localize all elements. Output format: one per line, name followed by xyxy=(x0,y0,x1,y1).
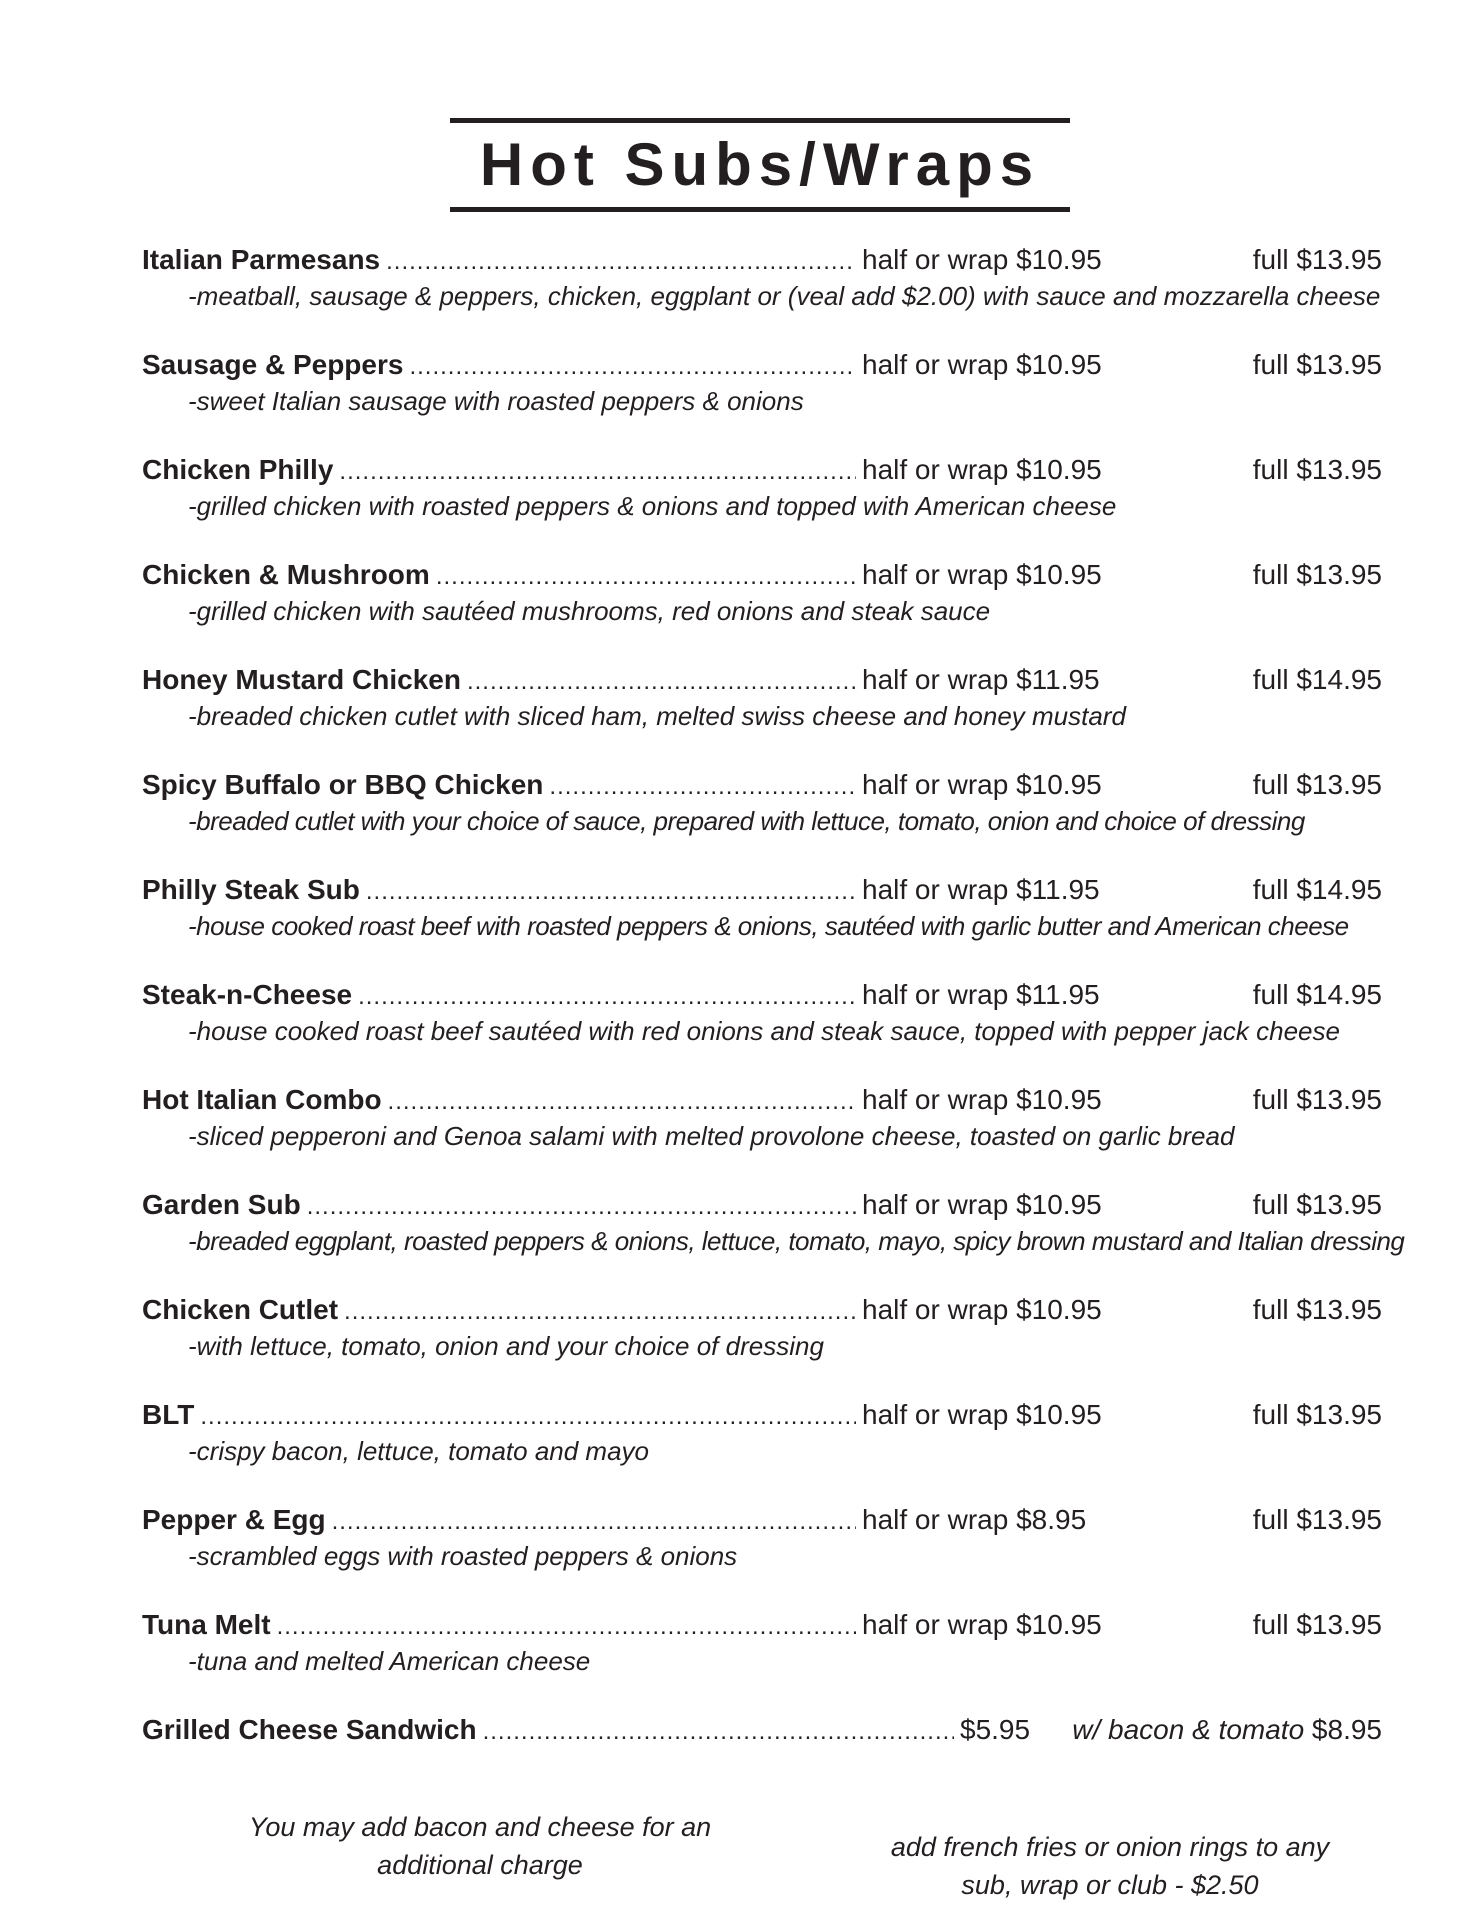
dot-leader xyxy=(467,662,856,702)
item-name: Philly Steak Sub xyxy=(142,874,360,905)
item-half-price: half or wrap $11.95 xyxy=(862,979,1100,1010)
item-name: Honey Mustard Chicken xyxy=(142,664,461,695)
title-bottom-rule xyxy=(450,207,1070,212)
item-half-price: half or wrap $10.95 xyxy=(862,1399,1102,1430)
item-half-price: half or wrap $10.95 xyxy=(862,1294,1102,1325)
item-name: Chicken & Mushroom xyxy=(142,559,430,590)
item-name: Pepper & Egg xyxy=(142,1504,326,1535)
item-name: Sausage & Peppers xyxy=(142,349,404,380)
menu-item xyxy=(142,1185,1405,1290)
menu-item xyxy=(142,975,1382,1080)
menu-item xyxy=(142,345,1382,450)
item-name: Tuna Melt xyxy=(142,1609,271,1640)
item-name: Garden Sub xyxy=(142,1189,301,1220)
menu-item xyxy=(142,1605,1382,1710)
item-full-price: full $13.95 xyxy=(1252,244,1382,275)
menu-item xyxy=(142,765,1382,870)
item-description: -crispy bacon, lettuce, tomato and mayo xyxy=(188,1436,650,1466)
item-half-price: half or wrap $10.95 xyxy=(862,244,1102,275)
dot-leader xyxy=(332,1502,856,1542)
dot-leader xyxy=(344,1292,856,1332)
item-full-price: full $13.95 xyxy=(1252,454,1382,485)
item-half-price: half or wrap $10.95 xyxy=(862,1609,1102,1640)
note-line: additional charge xyxy=(377,1850,583,1880)
item-name: Steak-n-Cheese xyxy=(142,979,353,1010)
note-line: add french fries or onion rings to any xyxy=(890,1832,1330,1862)
item-full-price: full $13.95 xyxy=(1252,1294,1382,1325)
item-half-price: half or wrap $8.95 xyxy=(862,1504,1087,1535)
item-name: Chicken Philly xyxy=(142,454,334,485)
item-description: -sweet Italian sausage with roasted peppers & onions xyxy=(188,386,804,416)
item-full-price: full $13.95 xyxy=(1252,349,1382,380)
item-full-price: full $13.95 xyxy=(1252,1084,1382,1115)
title-top-rule xyxy=(450,118,1070,123)
item-description: -breaded cutlet with your choice of sauce, prepared with lettuce, tomato, onion and choice of dressing xyxy=(188,806,1305,836)
item-description: -grilled chicken with roasted peppers & onions and topped with American cheese xyxy=(188,491,1117,521)
dot-leader xyxy=(386,242,856,282)
menu-item xyxy=(142,1080,1382,1185)
item-full-price: full $13.95 xyxy=(1252,769,1382,800)
menu-item xyxy=(142,660,1382,765)
item-name: Italian Parmesans xyxy=(142,244,381,275)
item-description: -meatball, sausage & peppers, chicken, eggplant or (veal add $2.00) with sauce and mozzarella cheese xyxy=(188,281,1381,311)
item-description: -sliced pepperoni and Genoa salami with melted provolone cheese, toasted on garlic bread xyxy=(188,1121,1235,1151)
item-full-price: full $13.95 xyxy=(1252,1504,1382,1535)
item-option-price xyxy=(1042,1710,1382,1750)
note-line: You may add bacon and cheese for an xyxy=(248,1812,712,1842)
item-description: -house cooked roast beef sautéed with red onions and steak sauce, topped with pepper jack cheese xyxy=(188,1016,1340,1046)
item-half-price: half or wrap $10.95 xyxy=(862,769,1102,800)
item-half-price: half or wrap $11.95 xyxy=(862,664,1100,695)
note-add-bacon-cheese xyxy=(230,1808,730,1884)
item-full-price: full $13.95 xyxy=(1252,559,1382,590)
item-half-price: half or wrap $10.95 xyxy=(862,1189,1102,1220)
item-name: BLT xyxy=(142,1399,195,1430)
item-full-price: full $14.95 xyxy=(1252,979,1382,1010)
menu-item xyxy=(142,240,1382,345)
item-description: -house cooked roast beef with roasted peppers & onions, sautéed with garlic butter and American cheese xyxy=(188,911,1349,941)
item-description: -tuna and melted American cheese xyxy=(188,1646,591,1676)
dot-leader xyxy=(200,1397,856,1437)
item-description: -breaded chicken cutlet with sliced ham, melted swiss cheese and honey mustard xyxy=(188,701,1126,731)
note-line: sub, wrap or club - $2.50 xyxy=(961,1870,1259,1900)
dot-leader xyxy=(409,347,856,387)
item-description: -scrambled eggs with roasted peppers & onions xyxy=(188,1541,738,1571)
item-description: -breaded eggplant, roasted peppers & onions, lettuce, tomato, mayo, spicy brown mustard and Italian dressing xyxy=(188,1226,1405,1256)
item-name: Chicken Cutlet xyxy=(142,1294,339,1325)
dot-leader xyxy=(436,557,856,597)
item-half-price: half or wrap $10.95 xyxy=(862,349,1102,380)
item-description: -with lettuce, tomato, onion and your choice of dressing xyxy=(188,1331,824,1361)
dot-leader xyxy=(339,452,856,492)
dot-leader xyxy=(358,977,856,1017)
option-label: w/ bacon & tomato xyxy=(1072,1714,1305,1745)
menu-list xyxy=(142,240,1405,1815)
dot-leader xyxy=(307,1187,856,1227)
item-half-price: half or wrap $10.95 xyxy=(862,454,1102,485)
dot-leader xyxy=(483,1712,954,1752)
menu-item xyxy=(142,1500,1382,1605)
menu-item-grilled-cheese xyxy=(142,1710,1382,1815)
page-header xyxy=(450,118,1070,212)
item-full-price: full $14.95 xyxy=(1252,664,1382,695)
menu-item xyxy=(142,450,1382,555)
menu-item xyxy=(142,555,1382,660)
menu-item xyxy=(142,1290,1382,1395)
page-title: Hot Subs/Wraps xyxy=(479,131,1041,198)
note-add-fries xyxy=(870,1828,1350,1904)
item-full-price: full $13.95 xyxy=(1252,1189,1382,1220)
dot-leader xyxy=(277,1607,856,1647)
dot-leader xyxy=(366,872,856,912)
option-amount: $8.95 xyxy=(1311,1714,1382,1745)
item-half-price: half or wrap $11.95 xyxy=(862,874,1100,905)
dot-leader xyxy=(549,767,856,807)
item-half-price: half or wrap $10.95 xyxy=(862,1084,1102,1115)
dot-leader xyxy=(388,1082,856,1122)
item-name: Grilled Cheese Sandwich xyxy=(142,1714,477,1745)
item-full-price: full $13.95 xyxy=(1252,1399,1382,1430)
item-half-price: half or wrap $10.95 xyxy=(862,559,1102,590)
menu-item xyxy=(142,870,1382,975)
item-description: -grilled chicken with sautéed mushrooms, red onions and steak sauce xyxy=(188,596,991,626)
menu-item xyxy=(142,1395,1382,1500)
item-name: Hot Italian Combo xyxy=(142,1084,382,1115)
item-name: Spicy Buffalo or BBQ Chicken xyxy=(142,769,544,800)
item-full-price: full $14.95 xyxy=(1252,874,1382,905)
item-full-price: full $13.95 xyxy=(1252,1609,1382,1640)
item-price: $5.95 xyxy=(960,1714,1031,1745)
